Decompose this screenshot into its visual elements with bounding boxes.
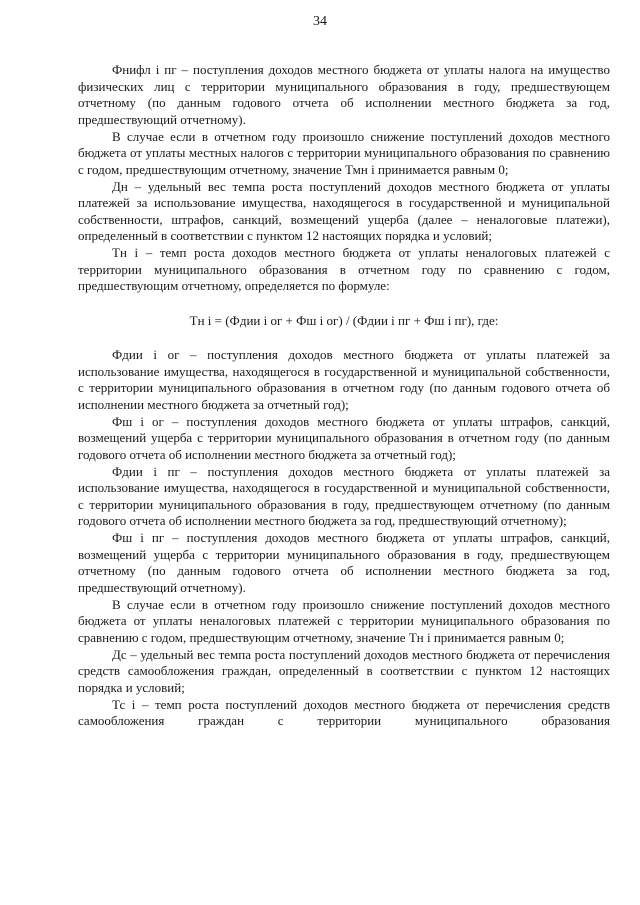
paragraph-tn-zero: В случае если в отчетном году произошло снижение поступлений доходов местного бюджета от уплаты неналоговых платежей с территории муниципального образования по сравнению с годом, предшествующим отчетному, значение Тн i принимается равным 0; <box>78 596 610 645</box>
document-body <box>78 62 610 730</box>
paragraph-fsh-og: Фш i ог – поступления доходов местного бюджета от уплаты штрафов, санкций, возмещений ущерба с территории муниципального образования в отчетном году (по данным годового отчета об исполнении местного бюджета за отчетный год); <box>78 413 610 462</box>
paragraph-fsh-pg: Фш i пг – поступления доходов местного бюджета от уплаты штрафов, санкций, возмещений ущерба с территории муниципального образования в году, предшествующем отчетному (по данным годового отчета об исполнении местного бюджета за год, предшествующий отчетному). <box>78 530 610 595</box>
paragraph-tmn-zero: В случае если в отчетном году произошло снижение поступлений доходов местного бюджета от уплаты местных налогов с территории муниципального образования по сравнению с годом, предшествующим отчетному, значение Тмн i принимается равным 0; <box>78 128 610 177</box>
formula-tn: Тн i = (Фдии i ог + Фш i ог) / (Фдии i пг + Фш i пг), где: <box>189 312 499 328</box>
paragraph-ds: Дс – удельный вес темпа роста поступлений доходов местного бюджета от перечисления средств самообложения граждан, определенный в соответствии с пунктом 12 настоящих порядка и условий; <box>78 646 610 695</box>
paragraph-tn: Тн i – темп роста доходов местного бюджета от уплаты неналоговых платежей с территории муниципального образования в отчетном году по сравнению с годом, предшествующим отчетному, определяется по формуле: <box>78 245 610 293</box>
paragraph-fnifl: Фнифл i пг – поступления доходов местного бюджета от уплаты налога на имущество физических лиц с территории муниципального образования в году, предшествующем отчетному (по данным годового отчета об исполнении местного бюджета за год, предшествующий отчетному). <box>78 62 610 127</box>
page-number: 34 <box>313 14 327 29</box>
paragraph-dn: Дн – удельный вес темпа роста поступлений доходов местного бюджета от уплаты платежей за использование имущества, находящегося в государственной и муниципальной собственности, штрафов, санкций, возмещений ущерба (далее – неналоговые платежи), определенный в соответствии с пунктом 12 настоящих порядка и условий; <box>78 178 610 243</box>
paragraph-ts: Тс i – темп роста поступлений доходов местного бюджета от перечисления средств самообложения граждан с территории муниципального образования <box>78 696 610 728</box>
paragraph-fdii-og: Фдии i ог – поступления доходов местного бюджета от уплаты платежей за использование имущества, находящегося в государственной и муниципальной собственности, с территории муниципального образования в отчетном году (по данным годового отчета об исполнении местного бюджета за отчетный год); <box>78 347 610 412</box>
paragraph-fdii-pg: Фдии i пг – поступления доходов местного бюджета от уплаты платежей за использование имущества, находящегося в государственной и муниципальной собственности, с территории муниципального образования в году, предшествующем отчетному (по данным годового отчета об исполнении местного бюджета за год, предшествующий отчетному); <box>78 463 610 528</box>
